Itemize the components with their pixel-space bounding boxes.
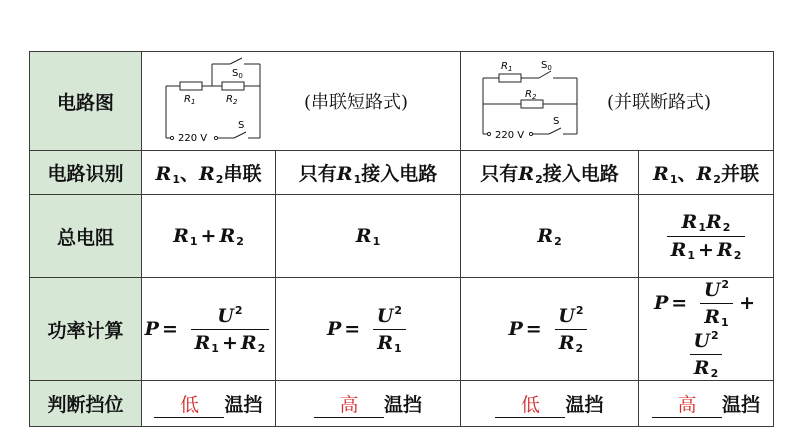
parallel-open-circuit-diagram: [475, 56, 605, 148]
series-short-circuit-diagram: [156, 56, 296, 148]
row-level: [30, 381, 774, 427]
label-voltage: 220 V: [495, 130, 525, 141]
cell-resistance-1: $R_1 + R_2$: [142, 195, 276, 278]
header-resistance: 总电阻: [30, 195, 142, 278]
fraction: $\frac{U^2}{R_1}$: [700, 278, 733, 329]
cell-parallel-diagram: [461, 52, 774, 151]
circuit-summary-table: [29, 51, 774, 427]
caption-series: (串联短路式): [304, 92, 409, 113]
label-r2: $R_2$: [525, 89, 537, 101]
row-power: [30, 278, 774, 381]
row-identify: [30, 151, 774, 195]
row-resistance: [30, 195, 774, 278]
label-s: S: [238, 120, 245, 131]
fraction: $\frac{U^2}{R_1 + R_2}$: [191, 304, 270, 355]
caption-parallel: (并联断路式): [607, 92, 712, 113]
cell-identify-4: $R_1$、$R_2$并联: [639, 151, 774, 195]
cell-identify-2: 只有$R_1$接入电路: [276, 151, 461, 195]
cell-power-1: P = $\frac{U^2}{R_1 + R_2}$: [142, 278, 276, 381]
fraction: $\frac{U^2}{R_2}$: [554, 304, 587, 355]
cell-level-1: 低 温挡: [142, 381, 276, 427]
label-r1: $R_1$: [501, 61, 513, 73]
answer-blank: 高: [652, 390, 722, 418]
answer-blank: 高: [314, 390, 384, 418]
fraction: $\frac{U^2}{R_2}$: [689, 329, 722, 380]
cell-level-2: 高 温挡: [276, 381, 461, 427]
label-voltage: 220 V: [178, 133, 208, 144]
header-power: 功率计算: [30, 278, 142, 381]
fraction: $\frac{U^2}{R_1}$: [373, 304, 406, 355]
answer-blank: 低: [154, 390, 224, 418]
cell-resistance-2: $R_1$: [276, 195, 461, 278]
cell-identify-3: 只有$R_2$接入电路: [461, 151, 639, 195]
cell-power-4: P = $\frac{U^2}{R_1}$ + $\frac{U^2}{R_2}$: [639, 278, 774, 381]
cell-series-diagram: [142, 52, 461, 151]
label-r2: $R_2$: [226, 94, 238, 106]
cell-identify-1: $R_1$、$R_2$串联: [142, 151, 276, 195]
header-identify: 电路识别: [30, 151, 142, 195]
fraction: $\frac{R_1R_2}{R_1 + R_2}$: [667, 211, 746, 262]
header-diagram: 电路图: [30, 52, 142, 151]
label-s: S: [553, 116, 560, 127]
label-r1: $R_1$: [184, 94, 196, 106]
cell-level-3: 低 温挡: [461, 381, 639, 427]
row-diagram: [30, 52, 774, 151]
header-level: 判断挡位: [30, 381, 142, 427]
cell-power-3: P = $\frac{U^2}{R_2}$: [461, 278, 639, 381]
cell-power-2: P = $\frac{U^2}{R_1}$: [276, 278, 461, 381]
label-s0: $S_0$: [541, 60, 552, 72]
cell-resistance-4: [639, 195, 774, 278]
cell-level-4: 高 温挡: [639, 381, 774, 427]
answer-blank: 低: [495, 390, 565, 418]
label-s0: $S_0$: [232, 68, 243, 80]
cell-resistance-3: $R_2$: [461, 195, 639, 278]
